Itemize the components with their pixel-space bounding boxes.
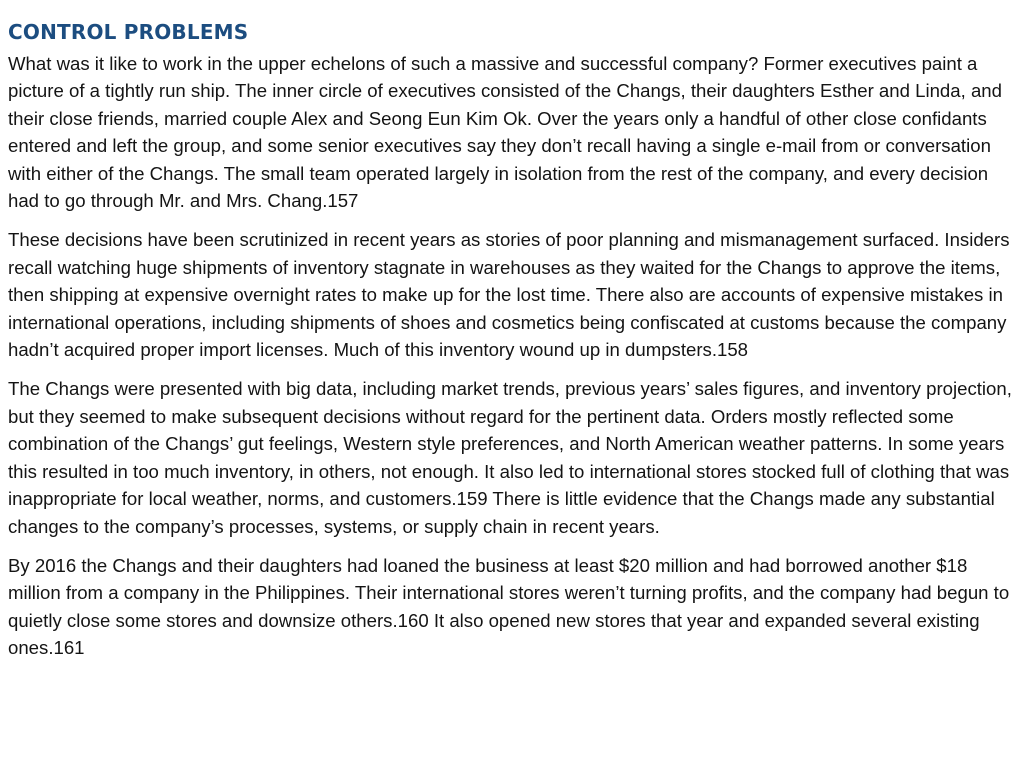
paragraph-inner-circle: What was it like to work in the upper echelons of such a massive and successful company? Former executives paint a picture of a tightly run ship. The inner circle of executives consisted of the Changs, their daughters Esther and Linda, and their close friends, married couple Alex and Seong Eun Kim Ok. Over the years only a handful of other close confidants entered and left the group, and some senior executives say they don’t recall having a single e-mail from or conversation with either of the Changs. The small team operated largely in isolation from the rest of the company, and every decision had to go through Mr. and Mrs. Chang.157 [8,53,1002,212]
paragraph-big-data: The Changs were presented with big data, including market trends, previous years’ sales figures, and inventory projection, but they seemed to make subsequent decisions without regard for the pertinent data. Orders mostly reflected some combination of the Changs’ gut feelings, Western style preferences, and North American weather patterns. In some years this resulted in too much inventory, in others, not enough. It also led to international stores stocked full of clothing that was inappropriate for local weather, norms, and customers.159 There is little evidence that the Changs made any substantial changes to the company’s processes, systems, or supply chain in recent years. [8,378,1012,537]
paragraph-poor-planning: These decisions have been scrutinized in recent years as stories of poor planning and mismanagement surfaced. Insiders recall watching huge shipments of inventory stagnate in warehouses as they waited for the Changs to approve the items, then shipping at expensive overnight rates to make up for the lost time. There also are accounts of expensive mistakes in international operations, including shipments of shoes and cosmetics being confiscated at customs because the company hadn’t acquired proper import licenses. Much of this inventory wound up in dumpsters.158 [8,229,1010,361]
document-page [8,18,1018,674]
section-heading: CONTROL PROBLEMS [8,20,249,44]
paragraph-loans: By 2016 the Changs and their daughters had loaned the business at least $20 million and had borrowed another $18 million from a company in the Philippines. Their international stores weren’t turning profits, and the company had begun to quietly close some stores and downsize others.160 It also opened new stores that year and expanded several existing ones.161 [8,554,1010,659]
